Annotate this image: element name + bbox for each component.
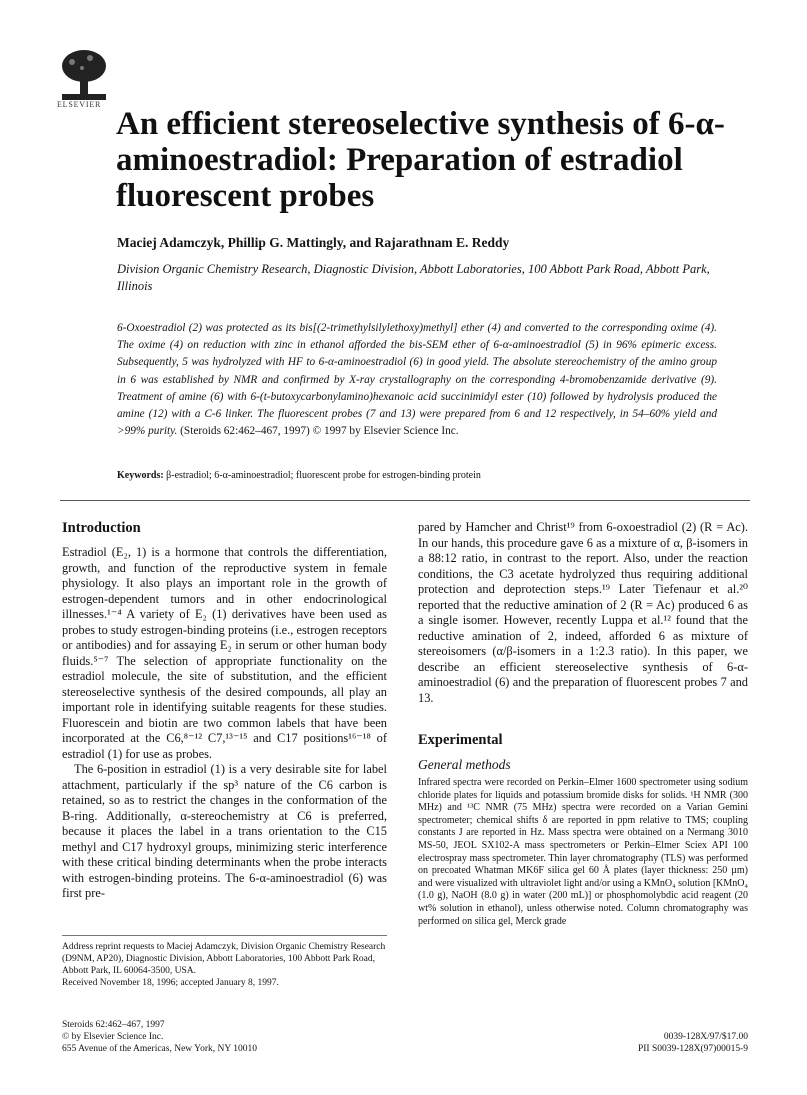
journal-footer — [62, 1019, 392, 1055]
keywords-label: Keywords: — [117, 470, 164, 481]
intro-paragraph-1: Estradiol (E₂, 1) is a hormone that controls the differentiation, growth, and function of the reproductive system in female physiology. It also plays an important role in the growth of estrogen-dependent tumors and in other endocrinological illnesses.¹⁻⁴ A variety of E₂ (1) derivatives have been used as probes to study estrogen-binding proteins (i.e., estrogen receptors or antibodies) and for assaying E₂ in serum or other human body fluids.⁵⁻⁷ The selection of appropriate functionality on the estradiol molecule, the site of substitution, and the efficient stereoselective synthesis of the desired compounds, all play an important role in identifying suitable reagents for these studies. Fluorescein and biotin are two common labels that have been incorporated at the C6,⁸⁻¹² C7,¹³⁻¹⁵ and C17 positions¹⁶⁻¹⁸ of estradiol (1) for use as probes. — [62, 545, 387, 761]
elsevier-tree-logo — [58, 46, 110, 108]
keywords-text: β-estradiol; 6-α-aminoestradiol; fluorescent probe for estrogen-binding protein — [166, 470, 481, 481]
publisher-address: 655 Avenue of the Americas, New York, NY 10010 — [62, 1044, 257, 1054]
affiliation: Division Organic Chemistry Research, Diagnostic Division, Abbott Laboratories, 100 Abbott Park Road, Abbott Park, Illinois — [117, 262, 710, 293]
pii: PII S0039-128X(97)00015-9 — [637, 1044, 748, 1054]
abstract-citation: (Steroids 62:462–467, 1997) © 1997 by Elsevier Science Inc. — [180, 425, 459, 438]
reprint-address: Address reprint requests to Maciej Adamczyk, Division Organic Chemistry Research (D9NM, AP20), Diagnostic Division, Abbott Laboratories, 100 Abbott Park Road, Abbott Park, IL 60064-3500, USA. — [62, 942, 386, 976]
footnote-divider — [62, 935, 387, 936]
publisher-name: ELSEVIER — [57, 100, 102, 109]
journal-citation: Steroids 62:462–467, 1997 — [62, 1020, 165, 1030]
issn: 0039-128X/97/$17.00 — [663, 1032, 748, 1042]
keywords — [117, 470, 717, 481]
left-column — [62, 520, 387, 902]
experimental-heading: Experimental — [418, 732, 503, 748]
introduction-heading: Introduction — [62, 520, 141, 536]
intro-paragraph-3: pared by Hamcher and Christ¹⁹ from 6-oxoestradiol (2) (R = Ac). In our hands, this procedure gave 6 as a mixture of α, β-isomers in a 88:12 ratio, in contrast to the report. Also, under the reaction conditions, the C3 acetate hydrolyzed thus requiring additional protection and deprotection steps.¹⁹ Later Tiefenaur et al.²⁰ reported that the reductive amination of 2 (R = Ac) produced 6 as a single isomer. However, recently Luppa et al.¹² found that the reductive amination of 2, indeed, afforded 6 as mixture of stereoisomers (α/β-isomers in a 1:2.3 ratio). In this paper, we describe an efficient stereoselective synthesis of 6-α-aminoestradiol (6) and the preparation of fluorescent probes 7 and 13. — [418, 520, 748, 705]
copyright-line: © by Elsevier Science Inc. — [62, 1032, 164, 1042]
issn-block — [540, 1031, 748, 1055]
footnote — [62, 941, 387, 989]
general-methods-text: Infrared spectra were recorded on Perkin–Elmer 1600 spectrometer using sodium chloride plates for liquids and potassium bromide disks for solids. ¹H NMR (300 MHz) and ¹³C NMR (75 MHz) spectra were recorded on a Varian Gemini spectrometer; chemical shifts δ are reported in ppm relative to TMS; coupling constants J are reported in Hz. Mass spectra were obtained on a Nermang 3010 MS-50, JEOL SX102-A mass spectrometers or Perkin–Elmer Sciex API 100 electrospray mass spectrometer. Thin layer chromatography (TLS) was performed on precoated Whatman MK6F silica gel 60 Å plates (layer thickness: 250 µm) and were visualized with ultraviolet light and/or using a KMnO₄ solution [KMnO₄ (1.0 g), NaOH (8.0 g) in water (200 mL)] or phosphomolybdic acid reagent (20 wt% solution in ethanol), unless otherwise noted. Column chromatography was performed on silica gel, Merck grade — [418, 777, 748, 927]
section-divider — [60, 500, 750, 501]
right-column — [418, 520, 748, 928]
author-list: Maciej Adamczyk, Phillip G. Mattingly, and Rajarathnam E. Reddy — [117, 235, 510, 250]
received-dates: Received November 18, 1996; accepted January 8, 1997. — [62, 978, 279, 988]
intro-paragraph-2: The 6-position in estradiol (1) is a very desirable site for label attachment, particularly if the sp³ nature of the C6 carbon is retained, so as to restrict the changes in the conformation of the B-ring. Additionally, α-stereochemistry at C6 is preferred, because it places the label in a trans orientation to the C15 methyl and C17 hydroxyl groups, minimizing steric interference with these critical binding determinants when the probe interacts with estrogen-binding proteins. The 6-α-aminoestradiol (6) was first pre- — [62, 762, 387, 900]
article-title: An efficient stereoselective synthesis of 6-α-aminoestradiol: Preparation of estradiol fluorescent probes — [116, 106, 725, 214]
general-methods-heading: General methods — [418, 757, 511, 772]
abstract — [117, 320, 717, 440]
abstract-text: 6-Oxoestradiol (2) was protected as its bis[(2-trimethylsilylethoxy)methyl] ether (4) and converted to the corresponding oxime (4). The oxime (4) on reduction with zinc in ethanol afforded the bis-SEM ether of 6-α-aminoestradiol (5) in 96% epimeric excess. Subsequently, 5 was hydrolyzed with HF to 6-α-aminoestradiol (6) in good yield. The absolute stereochemistry of the amino group in 6 was established by NMR and confirmed by X-ray crystallography on the corresponding 4-bromobenzamide derivative (9). Treatment of amine (6) with 6-(t-butoxycarbonylamino)hexanoic acid succinimidyl ester (10) followed by hydrolysis produced the amine (12) with a C-6 linker. The fluorescent probes (7 and 13) were prepared from 6 and 12 respectively, in 54–60% yield and >99% purity. — [117, 322, 717, 438]
